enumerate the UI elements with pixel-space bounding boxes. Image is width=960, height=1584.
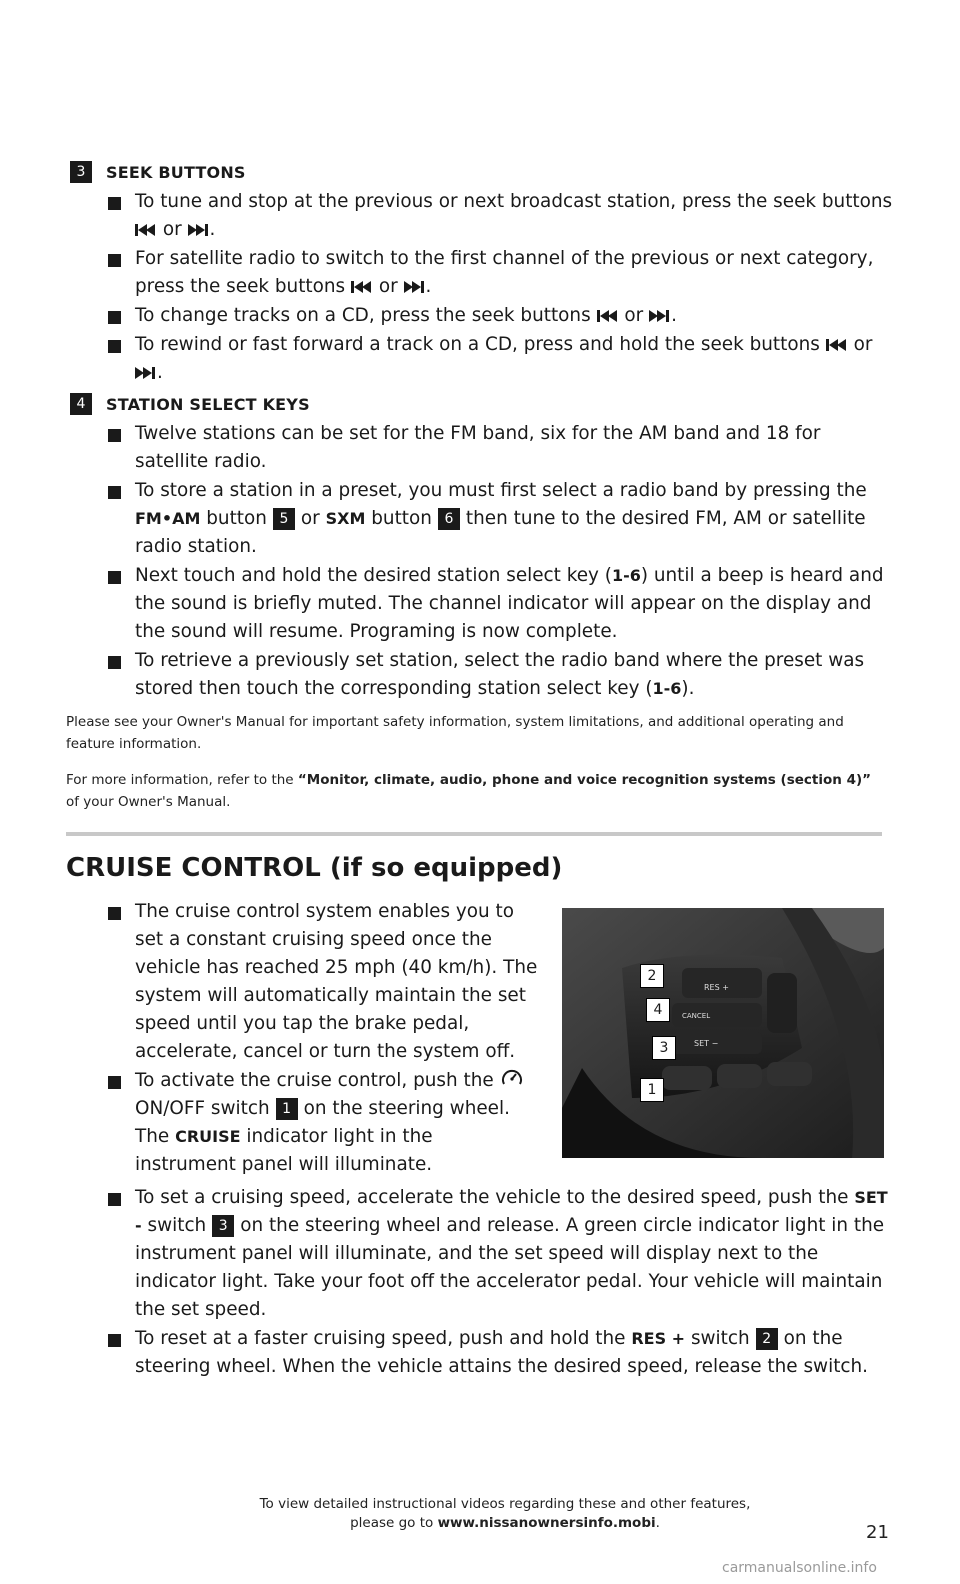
callout-number: 3 bbox=[212, 1215, 234, 1237]
list-item: Twelve stations can be set for the FM band, six for the AM band and 18 for satellite radio. bbox=[108, 420, 898, 476]
website-link[interactable]: www.nissanownersinfo.mobi bbox=[437, 1515, 656, 1531]
list-item: Next touch and hold the desired station select key (1-6) until a beep is heard and the sound is briefly muted. The channel indicator will appear on the display and the sound will resume. Programing is now complete. bbox=[108, 562, 898, 646]
bullet-square-icon bbox=[108, 197, 121, 210]
list-item: To activate the cruise control, push the ON/OFF switch 1 on the steering wheel. The CRUISE indicator light in the instrument panel will illuminate. bbox=[108, 1067, 538, 1179]
callout-1: 1 bbox=[640, 1078, 664, 1102]
callout-number: 2 bbox=[756, 1328, 778, 1350]
bullet-square-icon bbox=[108, 656, 121, 669]
list-item: To set a cruising speed, accelerate the vehicle to the desired speed, push the SET - switch 3 on the steering wheel and release. A green circle indicator light in the instrument panel will illuminate, and the set speed will display next to the indicator light. Take your foot off the accelerator pedal. Your vehicle will maintain the set speed. bbox=[108, 1184, 898, 1324]
watermark: carmanualsonline.info bbox=[722, 1560, 877, 1576]
bullet-square-icon bbox=[108, 311, 121, 324]
seek-back-icon bbox=[826, 338, 848, 352]
list-item: To reset at a faster cruising speed, push and hold the RES + switch 2 on the steering wheel. When the vehicle attains the desired speed, release the switch. bbox=[108, 1325, 898, 1381]
res-label: RES + bbox=[704, 983, 729, 992]
list-item: For satellite radio to switch to the first channel of the previous or next category, press the seek buttons or . bbox=[108, 245, 898, 301]
seek-forward-icon bbox=[649, 309, 671, 323]
seek-forward-icon bbox=[188, 223, 210, 237]
list-item: To retrieve a previously set station, select the radio band where the preset was stored then touch the corresponding station select key (1-6). bbox=[108, 647, 898, 703]
section-divider bbox=[66, 832, 882, 836]
callout-number: 6 bbox=[438, 508, 460, 530]
bullet-square-icon bbox=[108, 1193, 121, 1206]
list-item: The cruise control system enables you to set a constant cruising speed once the vehicle has reached 25 mph (40 km/h). The system will automatically maintain the set speed until you tap the brake pedal, accelerate, cancel or turn the system off. bbox=[108, 898, 538, 1066]
bullet-square-icon bbox=[108, 1076, 121, 1089]
cruise-switch-icon bbox=[500, 1068, 524, 1090]
cruise-bullet-list-top bbox=[108, 898, 538, 1180]
seek-section-title: SEEK BUTTONS bbox=[106, 162, 246, 182]
station-bullet-list bbox=[108, 420, 898, 704]
steering-wheel-photo bbox=[562, 908, 884, 1158]
station-section-title: STATION SELECT KEYS bbox=[106, 394, 310, 414]
bullet-square-icon bbox=[108, 1334, 121, 1347]
list-item: To change tracks on a CD, press the seek buttons or . bbox=[108, 302, 898, 330]
seek-back-icon bbox=[597, 309, 619, 323]
bullet-square-icon bbox=[108, 907, 121, 920]
seek-forward-icon bbox=[404, 280, 426, 294]
bullet-square-icon bbox=[108, 486, 121, 499]
footer-note: To view detailed instructional videos regarding these and other features, please go to www.nissanownersinfo.mobi. bbox=[259, 1496, 751, 1531]
callout-number: 1 bbox=[276, 1098, 298, 1120]
seek-forward-icon bbox=[135, 366, 157, 380]
list-item: To rewind or fast forward a track on a CD, press and hold the seek buttons or . bbox=[108, 331, 898, 387]
callout-2: 2 bbox=[640, 964, 664, 988]
safety-note: Please see your Owner's Manual for important safety information, system limitations, and additional operating and feature information. bbox=[66, 714, 844, 752]
set-label: SET − bbox=[694, 1039, 719, 1048]
bullet-square-icon bbox=[108, 340, 121, 353]
cruise-bullet-list-bottom bbox=[108, 1184, 898, 1382]
bullet-square-icon bbox=[108, 571, 121, 584]
seek-back-icon bbox=[351, 280, 373, 294]
callout-4: 4 bbox=[646, 998, 670, 1022]
station-section-header bbox=[70, 393, 310, 415]
bullet-square-icon bbox=[108, 429, 121, 442]
list-item: To store a station in a preset, you must first select a radio band by pressing the FM•AM button 5 or SXM button 6 then tune to the desired FM, AM or satellite radio station. bbox=[108, 477, 898, 561]
cruise-control-title: CRUISE CONTROL (if so equipped) bbox=[66, 853, 563, 883]
station-callout-number: 4 bbox=[70, 393, 92, 415]
bullet-square-icon bbox=[108, 254, 121, 267]
callout-3: 3 bbox=[652, 1036, 676, 1060]
steering-wheel-illustration bbox=[562, 908, 884, 1158]
seek-back-icon bbox=[135, 223, 157, 237]
cancel-label: CANCEL bbox=[682, 1012, 711, 1020]
list-item: To tune and stop at the previous or next broadcast station, press the seek buttons or . bbox=[108, 188, 898, 244]
more-info-note: For more information, refer to the “Monitor, climate, audio, phone and voice recognition systems (section 4)” of your Owner's Manual. bbox=[66, 772, 872, 810]
seek-bullet-list bbox=[108, 188, 898, 388]
seek-callout-number: 3 bbox=[70, 161, 92, 183]
callout-number: 5 bbox=[273, 508, 295, 530]
page-number: 21 bbox=[866, 1522, 889, 1543]
seek-section-header bbox=[70, 161, 246, 183]
